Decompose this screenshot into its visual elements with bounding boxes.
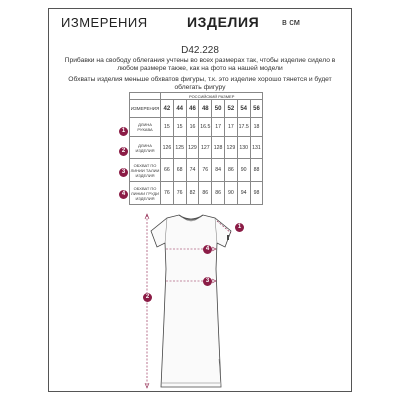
dress-flat-sketch — [141, 209, 261, 391]
title-item: ИЗДЕЛИЯ — [187, 14, 260, 30]
size-system-header: РОССИЙСКИЙ РАЗМЕР — [161, 93, 263, 100]
cell-value: 98 — [250, 182, 263, 205]
cell-value: 16.5 — [199, 118, 212, 137]
size-header: 50 — [212, 100, 225, 118]
marker-badge-3: 3 — [119, 168, 128, 177]
size-header: 42 — [161, 100, 174, 118]
cell-value: 76 — [199, 159, 212, 182]
marker-badge-4: 4 — [119, 190, 128, 199]
size-header: 52 — [224, 100, 237, 118]
cell-value: 86 — [224, 159, 237, 182]
diagram-marker-4: 4 — [203, 245, 212, 254]
cell-value: 76 — [161, 182, 174, 205]
title-bar — [49, 9, 351, 37]
cell-value: 68 — [173, 159, 186, 182]
allowance-note: Прибавки на свободу облегания учтены во всех размерах так, чтобы изделие сидело в любом размере также, как на фото на нашей модели — [64, 57, 336, 72]
cell-value: 125 — [173, 137, 186, 159]
marker-badge-2: 2 — [119, 147, 128, 156]
cell-value: 127 — [199, 137, 212, 159]
row-label: ОБХВАТ ПО ЛИНИИ ТАЛИИ ИЗДЕЛИЯ — [130, 159, 161, 182]
cell-value: 84 — [212, 159, 225, 182]
size-header: 54 — [237, 100, 250, 118]
size-table — [129, 92, 263, 205]
marker-badge-1: 1 — [119, 127, 128, 136]
cell-value: 88 — [250, 159, 263, 182]
cell-value: 76 — [173, 182, 186, 205]
cell-value: 129 — [186, 137, 199, 159]
row-label: ОБХВАТ ПО ЛИНИИ ГРУДИ ИЗДЕЛИЯ — [130, 182, 161, 205]
size-header: 44 — [173, 100, 186, 118]
title-measurements: ИЗМЕРЕНИЯ — [61, 15, 148, 30]
table-row — [130, 137, 263, 159]
cell-value: 130 — [237, 137, 250, 159]
article-number: D42.228 — [181, 45, 219, 56]
table-row — [130, 118, 263, 137]
sleeve-tag — [227, 235, 229, 240]
cell-value: 82 — [186, 182, 199, 205]
diagram-marker-1: 1 — [235, 223, 244, 232]
cell-value: 86 — [212, 182, 225, 205]
diagram-marker-3: 3 — [203, 277, 212, 286]
cell-value: 131 — [250, 137, 263, 159]
size-header: 48 — [199, 100, 212, 118]
diagram-marker-2: 2 — [143, 293, 152, 302]
cell-value: 129 — [224, 137, 237, 159]
cell-value: 74 — [186, 159, 199, 182]
table-row — [130, 159, 263, 182]
size-chart-card — [48, 8, 352, 392]
param-header: ИЗМЕРЕНИЯ — [130, 100, 161, 118]
fit-note: Обхваты изделия меньше обхватов фигуры, т.к. это изделие хорошо тянется и будет облегать фигуру — [68, 76, 332, 91]
row-label: ДЛИНА РУКАВА — [130, 118, 161, 137]
row-label: ДЛИНА ИЗДЕЛИЯ — [130, 137, 161, 159]
cell-value: 17.5 — [237, 118, 250, 137]
cell-value: 16 — [186, 118, 199, 137]
size-header: 56 — [250, 100, 263, 118]
cell-value: 15 — [173, 118, 186, 137]
cell-value: 18 — [250, 118, 263, 137]
cell-value: 66 — [161, 159, 174, 182]
cell-value: 86 — [199, 182, 212, 205]
cell-value: 94 — [237, 182, 250, 205]
cell-value: 17 — [212, 118, 225, 137]
cell-value: 17 — [224, 118, 237, 137]
cell-value: 90 — [237, 159, 250, 182]
table-row — [130, 182, 263, 205]
size-header: 46 — [186, 100, 199, 118]
cell-value: 90 — [224, 182, 237, 205]
cell-value: 126 — [161, 137, 174, 159]
cell-value: 15 — [161, 118, 174, 137]
empty-corner-cell — [130, 93, 161, 100]
unit-label: в см — [282, 17, 300, 27]
cell-value: 128 — [212, 137, 225, 159]
